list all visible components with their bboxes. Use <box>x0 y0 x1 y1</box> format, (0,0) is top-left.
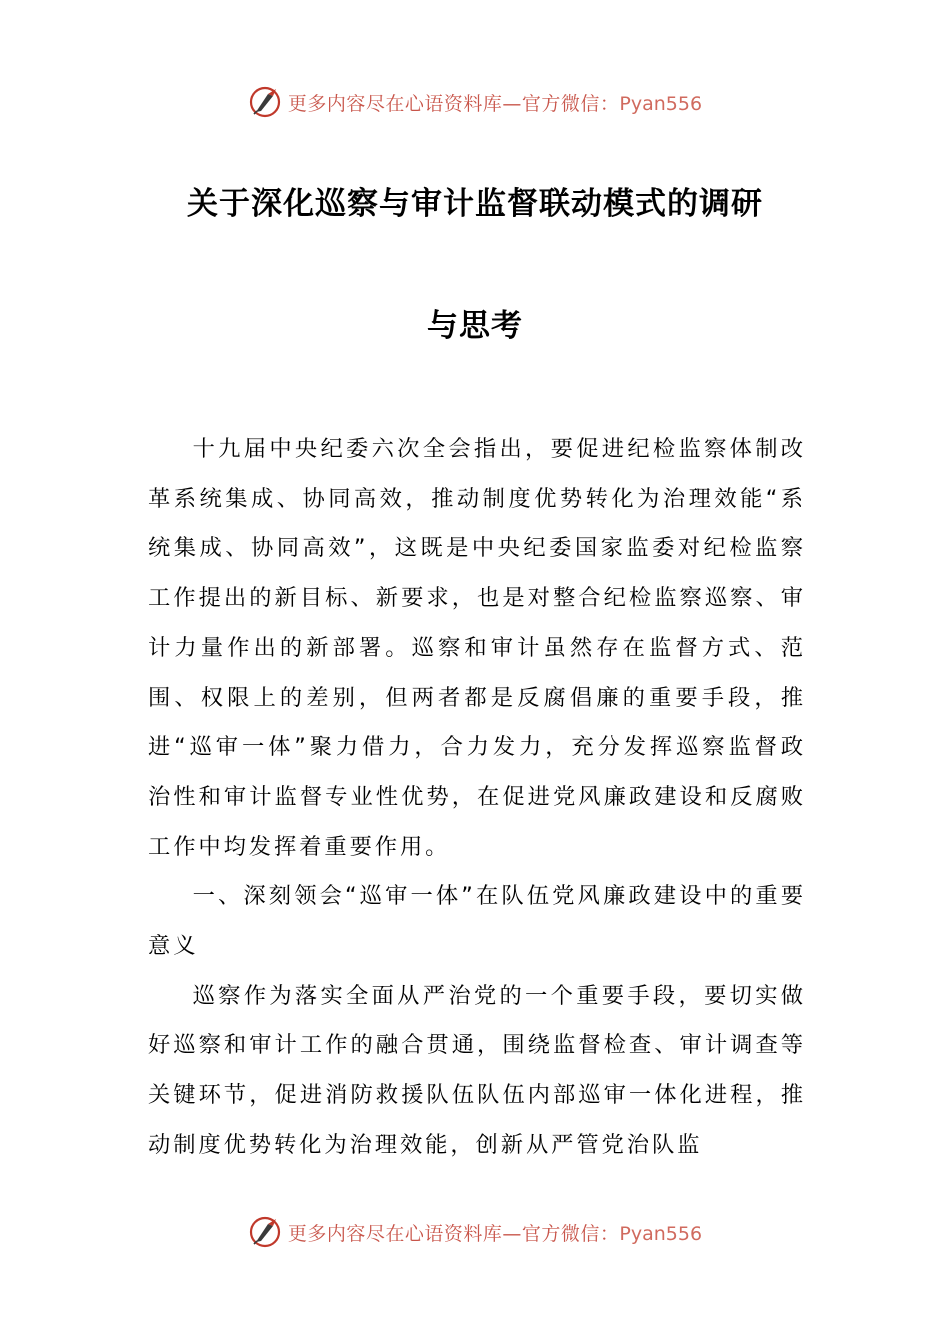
document-title-line-2: 与思考 <box>427 308 523 344</box>
paragraph-intro: 十九届中央纪委六次全会指出，要促进纪检监察体制改革系统集成、协同高效，推动制度优势转化为治理效能“系统集成、协同高效”，这既是中央纪委国家监委对纪检监察工作提出的新目标、新要求，也是对整合纪检监察巡察、审计力量作出的新部署。巡察和审计虽然存在监督方式、范围、权限上的差别，但两者都是反腐倡廉的重要手段，推进“巡审一体”聚力借力，合力发力，充分发挥巡察监督政治性和审计监督专业性优势，在促进党风廉政建设和反腐败工作中均发挥着重要作用。 <box>148 436 806 860</box>
quill-pen-logo-icon <box>248 85 282 119</box>
watermark-text: 更多内容尽在心语资料库—官方微信：Pyan556 <box>287 92 703 115</box>
document-title-line-1: 关于深化巡察与审计监督联动模式的调研 <box>187 186 763 222</box>
paragraph-section-1: 巡察作为落实全面从严治党的一个重要手段，要切实做好巡察和审计工作的融合贯通，围绕监督检查、审计调查等关键环节，促进消防救援队伍队伍内部巡审一体化进程，推动制度优势转化为治理效能，创新从严管党治队监 <box>148 982 806 1158</box>
watermark-text: 更多内容尽在心语资料库—官方微信：Pyan556 <box>287 1222 703 1245</box>
header-watermark-banner <box>0 82 950 122</box>
document-body <box>148 425 806 1171</box>
footer-watermark-banner <box>0 1212 950 1252</box>
wechat-contact: Pyan556 <box>619 1222 703 1245</box>
wechat-contact: Pyan556 <box>619 92 703 115</box>
section-heading-1: 一、深刻领会“巡审一体”在队伍党风廉政建设中的重要意义 <box>148 883 806 960</box>
quill-pen-logo-icon <box>248 1215 282 1249</box>
